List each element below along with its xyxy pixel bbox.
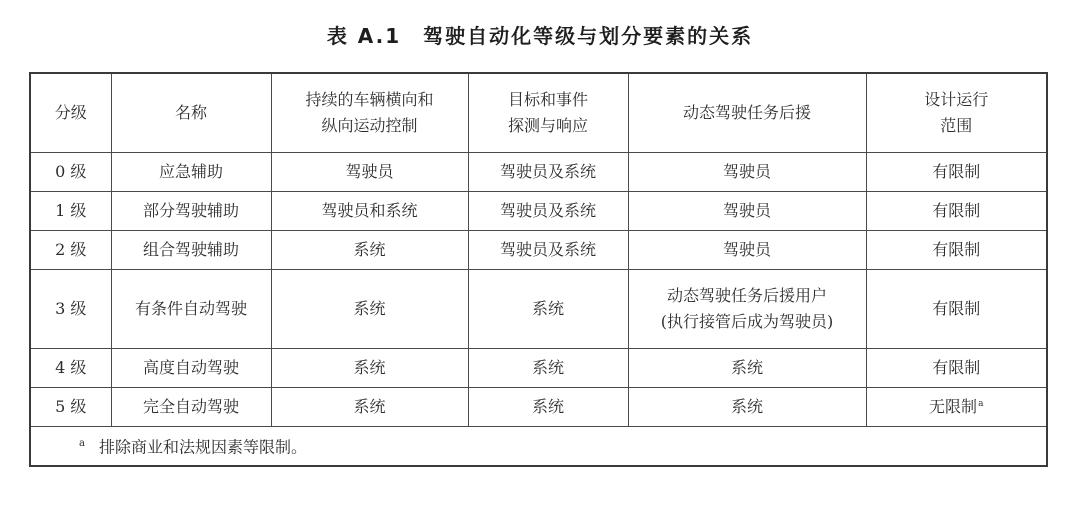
cell-odd — [866, 388, 1047, 427]
cell-control: 系统 — [271, 349, 468, 388]
automation-levels-table — [29, 72, 1048, 467]
cell-fallback — [628, 270, 866, 349]
table-number: 表 A.1 — [326, 24, 402, 48]
cell-level: 5 级 — [30, 388, 111, 427]
cell-level: 2 级 — [30, 231, 111, 270]
footnote-row — [30, 427, 1047, 467]
footnote-text: 排除商业和法规因素等限制。 — [98, 437, 307, 457]
cell-detect: 驾驶员及系统 — [468, 153, 628, 192]
cell-fallback: 驾驶员 — [628, 153, 866, 192]
cell-odd: 有限制 — [866, 192, 1047, 231]
cell-detect: 驾驶员及系统 — [468, 192, 628, 231]
cell-name: 有条件自动驾驶 — [111, 270, 271, 349]
fallback-line-2: (执行接管后成为驾驶员) — [660, 312, 834, 331]
table-row — [30, 192, 1047, 231]
header-level: 分级 — [30, 73, 111, 153]
odd-value: 无限制 — [929, 397, 978, 416]
table-row — [30, 231, 1047, 270]
cell-odd: 有限制 — [866, 231, 1047, 270]
cell-name: 应急辅助 — [111, 153, 271, 192]
cell-detect: 系统 — [468, 388, 628, 427]
table-row — [30, 270, 1047, 349]
header-object-event-detection: 目标和事件 探测与响应 — [468, 73, 628, 153]
footnote-mark: a — [79, 438, 85, 450]
table-header-row — [30, 73, 1047, 153]
cell-level: 1 级 — [30, 192, 111, 231]
table-caption: 驾驶自动化等级与划分要素的关系 — [423, 24, 754, 48]
table-row — [30, 349, 1047, 388]
cell-odd: 有限制 — [866, 270, 1047, 349]
cell-control: 系统 — [271, 270, 468, 349]
header-motion-control: 持续的车辆横向和 纵向运动控制 — [271, 73, 468, 153]
cell-control: 驾驶员和系统 — [271, 192, 468, 231]
fallback-line-1: 动态驾驶任务后援用户 — [666, 286, 827, 305]
cell-fallback: 驾驶员 — [628, 192, 866, 231]
header-operational-domain: 设计运行 范围 — [866, 73, 1047, 153]
cell-name: 完全自动驾驶 — [111, 388, 271, 427]
cell-fallback: 系统 — [628, 349, 866, 388]
cell-control: 驾驶员 — [271, 153, 468, 192]
cell-control: 系统 — [271, 388, 468, 427]
cell-detect: 系统 — [468, 349, 628, 388]
cell-odd: 有限制 — [866, 349, 1047, 388]
cell-level: 3 级 — [30, 270, 111, 349]
cell-odd: 有限制 — [866, 153, 1047, 192]
cell-name: 部分驾驶辅助 — [111, 192, 271, 231]
footnote-marker: a — [978, 398, 984, 409]
table-row — [30, 388, 1047, 427]
cell-detect: 驾驶员及系统 — [468, 231, 628, 270]
cell-fallback: 系统 — [628, 388, 866, 427]
cell-name: 组合驾驶辅助 — [111, 231, 271, 270]
header-name: 名称 — [111, 73, 271, 153]
cell-fallback: 驾驶员 — [628, 231, 866, 270]
cell-detect: 系统 — [468, 270, 628, 349]
header-ddt-fallback: 动态驾驶任务后援 — [628, 73, 866, 153]
cell-level: 4 级 — [30, 349, 111, 388]
cell-control: 系统 — [271, 231, 468, 270]
cell-level: 0 级 — [30, 153, 111, 192]
table-title — [0, 20, 1080, 49]
table-row — [30, 153, 1047, 192]
cell-name: 高度自动驾驶 — [111, 349, 271, 388]
footnote-cell — [30, 427, 1047, 467]
